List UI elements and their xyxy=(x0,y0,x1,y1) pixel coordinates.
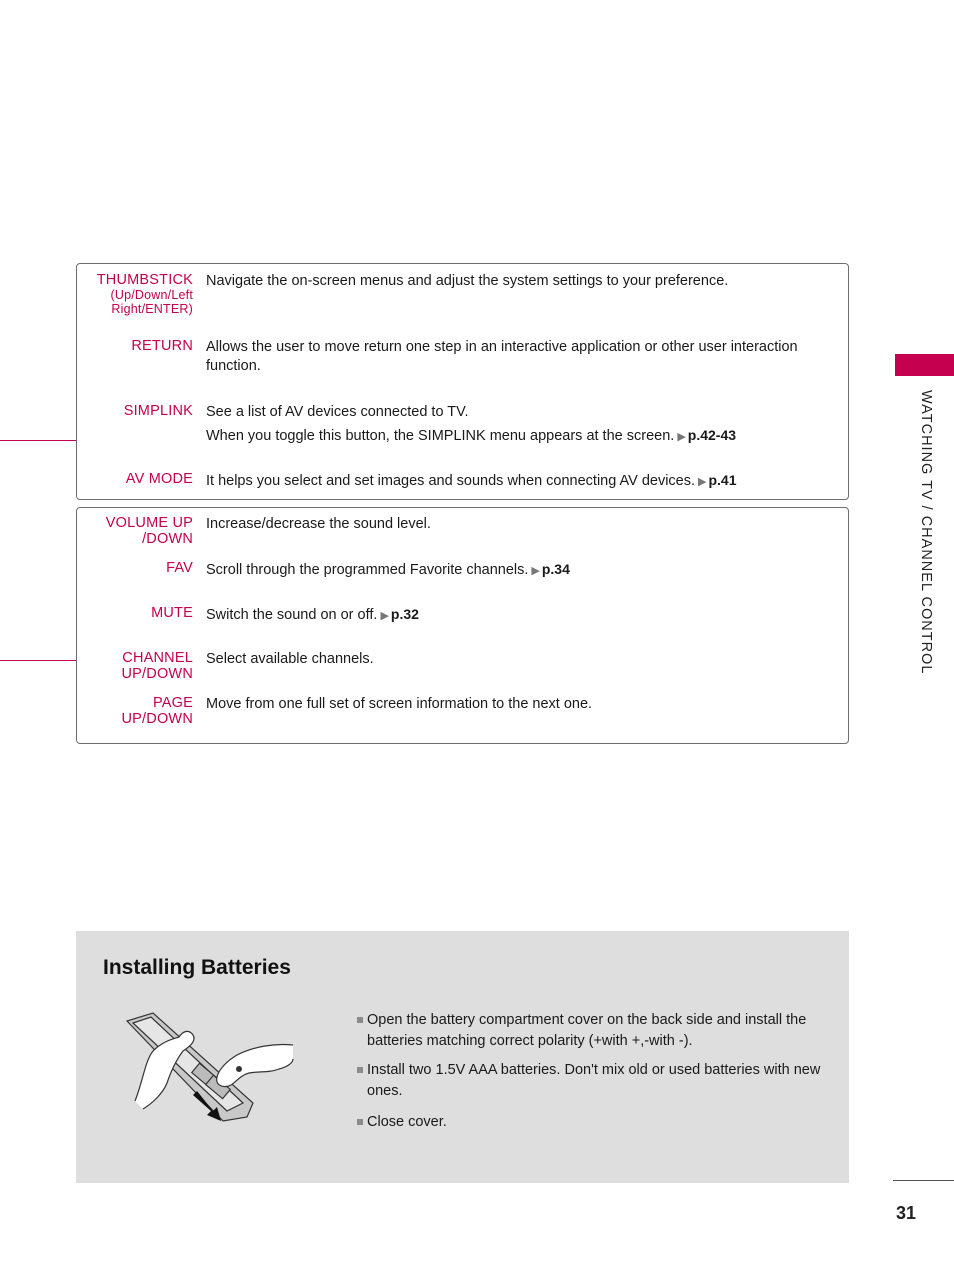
battery-instructions xyxy=(357,1010,832,1133)
label-fav: FAV xyxy=(166,560,193,576)
arrow-icon: ▶ xyxy=(531,565,540,577)
bullet-square-icon xyxy=(357,1067,363,1073)
desc-volume: Increase/decrease the sound level. xyxy=(206,516,431,532)
desc-simplink-line2: When you toggle this button, the SIMPLINK menu appears at the screen. xyxy=(206,428,675,444)
label-channel: CHANNEL UP/DOWN xyxy=(121,650,193,682)
section-tab-marker xyxy=(895,354,954,376)
bullet-square-icon xyxy=(357,1017,363,1023)
remote-buttons-box-1 xyxy=(76,263,849,500)
page-ref-av-mode: p.41 xyxy=(708,472,737,488)
desc-thumbstick: Navigate the on-screen menus and adjust the system settings to your preference. xyxy=(206,273,729,289)
instruction-2: Install two 1.5V AAA batteries. Don't mix old or used batteries with new ones. xyxy=(357,1060,832,1102)
label-simplink: SIMPLINK xyxy=(123,403,193,419)
sublabel-thumbstick: (Up/Down/Left Right/ENTER) xyxy=(110,288,193,316)
instruction-1: Open the battery compartment cover on the back side and install the batteries matching correct polarity (+with +,-with -). xyxy=(357,1010,832,1052)
page-ref-simplink: p.42-43 xyxy=(687,427,737,443)
page-ref-fav: p.34 xyxy=(541,561,570,577)
remote-buttons-box-2 xyxy=(76,507,849,744)
section-side-title: WATCHING TV / CHANNEL CONTROL xyxy=(918,390,934,675)
page-number-rule xyxy=(893,1180,954,1181)
arrow-icon: ▶ xyxy=(677,431,686,443)
label-volume: VOLUME UP /DOWN xyxy=(105,515,193,547)
desc-fav: Scroll through the programmed Favorite channels. ▶ p.34 xyxy=(206,561,570,578)
instruction-3: Close cover. xyxy=(357,1112,832,1133)
batteries-title: Installing Batteries xyxy=(103,956,291,979)
label-return: RETURN xyxy=(131,338,193,354)
desc-page: Move from one full set of screen information to the next one. xyxy=(206,696,593,712)
desc-av-mode: It helps you select and set images and sounds when connecting AV devices. ▶ p.41 xyxy=(206,472,737,489)
label-thumbstick: THUMBSTICK (Up/Down/Left Right/ENTER) xyxy=(83,272,193,316)
margin-rule-top xyxy=(0,440,77,441)
bullet-square-icon xyxy=(357,1119,363,1125)
arrow-icon: ▶ xyxy=(698,476,707,488)
desc-return: Allows the user to move return one step in an interactive application or other user interaction function. xyxy=(206,339,798,374)
desc-mute: Switch the sound on or off. ▶ p.32 xyxy=(206,606,419,623)
arrow-icon: ▶ xyxy=(380,610,389,622)
margin-rule-bottom xyxy=(0,660,77,661)
label-av-mode: AV MODE xyxy=(125,471,193,487)
installing-batteries-panel xyxy=(76,931,849,1183)
page-number: 31 xyxy=(896,1203,917,1223)
page-ref-mute: p.32 xyxy=(390,606,419,622)
desc-simplink: See a list of AV devices connected to TV. When you toggle this button, the SIMPLINK menu appears at the screen. ▶ p.42-43 xyxy=(206,404,737,444)
desc-channel: Select available channels. xyxy=(206,651,374,667)
remote-battery-illustration-icon xyxy=(123,1011,301,1139)
label-mute: MUTE xyxy=(151,605,193,621)
label-page: PAGE UP/DOWN xyxy=(121,695,193,727)
